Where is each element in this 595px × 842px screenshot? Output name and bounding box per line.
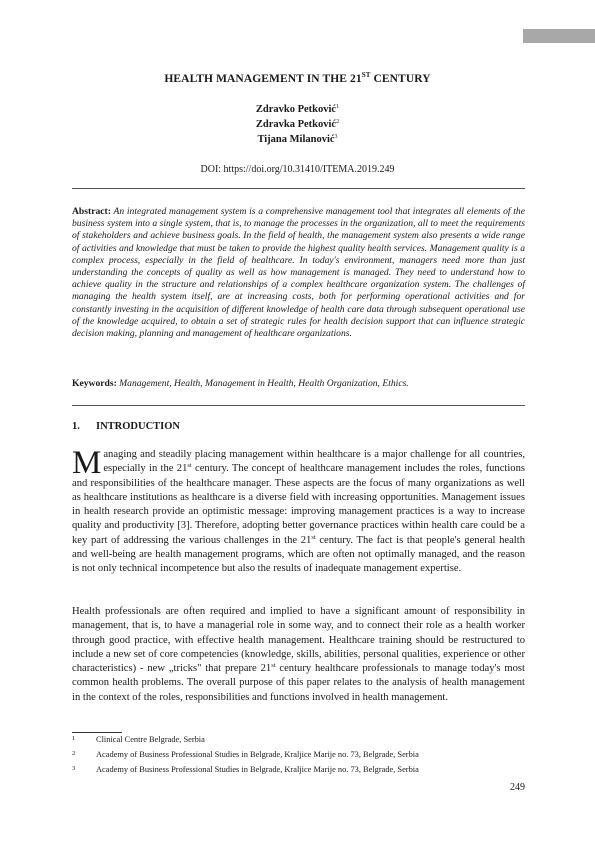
abstract-label: Abstract: [72,206,111,217]
intro-paragraph-2: Health professionals are often required and implied to have a significant amount of responsibility in management, that is, to have a managerial role in some way, and to connect their role as a health worker through good practice, with effective health management. Healthcare training should be restructured to include a new set of core competencies (knowledge, skills, abilities, personal qualities, experience or other characteristics) - new „tricks" that prepare 21st century healthcare professionals to manage today's most common health problems. The overall purpose of this paper relates to the analysis of health management in the context of the roles, responsibilities and functions involved in health management. [72,606,526,703]
keywords-text: Management, Health, Management in Health, Health Organization, Ethics. [116,378,409,389]
intro-paragraph-1: Managing and steadily placing management within healthcare is a major challenge for all countries, especially in the 21st century. The concept of healthcare management includes the roles, functions and responsibilities of the healthcare manager. These aspects are the focus of many organizations as well as healthcare institutions as healthcare is a diverse field with increasing opportunities. Management issues in health research provide an optimistic message: improving management practices is a way to increase quality and productivity [3]. Therefore, adopting better governance practices within health care could be a key part of addressing the various challenges in the 21st century. The fact is that people's general health and well-being are health management programs, which are often not optimally managed, and the reason is not only technical incompetence but also the results of inadequate management expertise. [72,445,526,575]
keywords [72,378,525,389]
author-3: Tijana Milanović$^3$ [257,134,338,145]
footnote-divider [72,732,122,733]
divider-bottom [72,405,525,406]
author-1: Zdravko Petković$^1$ [255,104,340,115]
abstract [72,206,525,340]
drop-cap: M [72,445,102,481]
footnote-1: 1 Clinical Centre Belgrade, Serbia [72,735,205,744]
footnote-2: 2 Academy of Business Professional Studies in Belgrade, Kraljice Marije no. 73, Belgrade, Serbia [72,750,419,759]
keywords-label: Keywords: [72,378,117,389]
author-2: Zdravka Petković$^2$ [255,119,340,130]
doi-line[interactable]: DOI: https://doi.org/10.31410/ITEMA.2019.249 [200,164,395,175]
paper-title: HEALTH MANAGEMENT IN THE 21ST CENTURY [164,71,431,85]
footnote-3: 3 Academy of Business Professional Studies in Belgrade, Kraljice Marije no. 73, Belgrade, Serbia [72,765,419,774]
page-tab-marker [523,29,595,43]
divider-top [72,188,525,189]
section-heading: 1. INTRODUCTION [72,421,181,432]
abstract-text: An integrated management system is a comprehensive management tool that integrates all elements of the business system into a single system, that is, to manage the processes in the organization, all to meet the requirements of stakeholders and achieve business goals. In the field of health, the management system also presents a wide range of activities and knowledge that must be taken to provide the highest quality health services. Management quality is a complex process, especially in the field of healthcare. In today's environment, managers need more than just understanding the concepts of quality as well as how management is managed. They need to understand how to achieve quality in the structure and relationships of a complex healthcare organization system. The challenges of managing the health system itself, are at increasing costs, both for performing operational activities and for constantly investing in the acquisition of different knowledge of health care data through subsequent operational use of the knowledge acquired, to obtain a set of strategic rules for health decision support that can influence strategic decision making, planning and management of healthcare organizations. [72,206,525,340]
page-number: 249 [510,782,525,793]
